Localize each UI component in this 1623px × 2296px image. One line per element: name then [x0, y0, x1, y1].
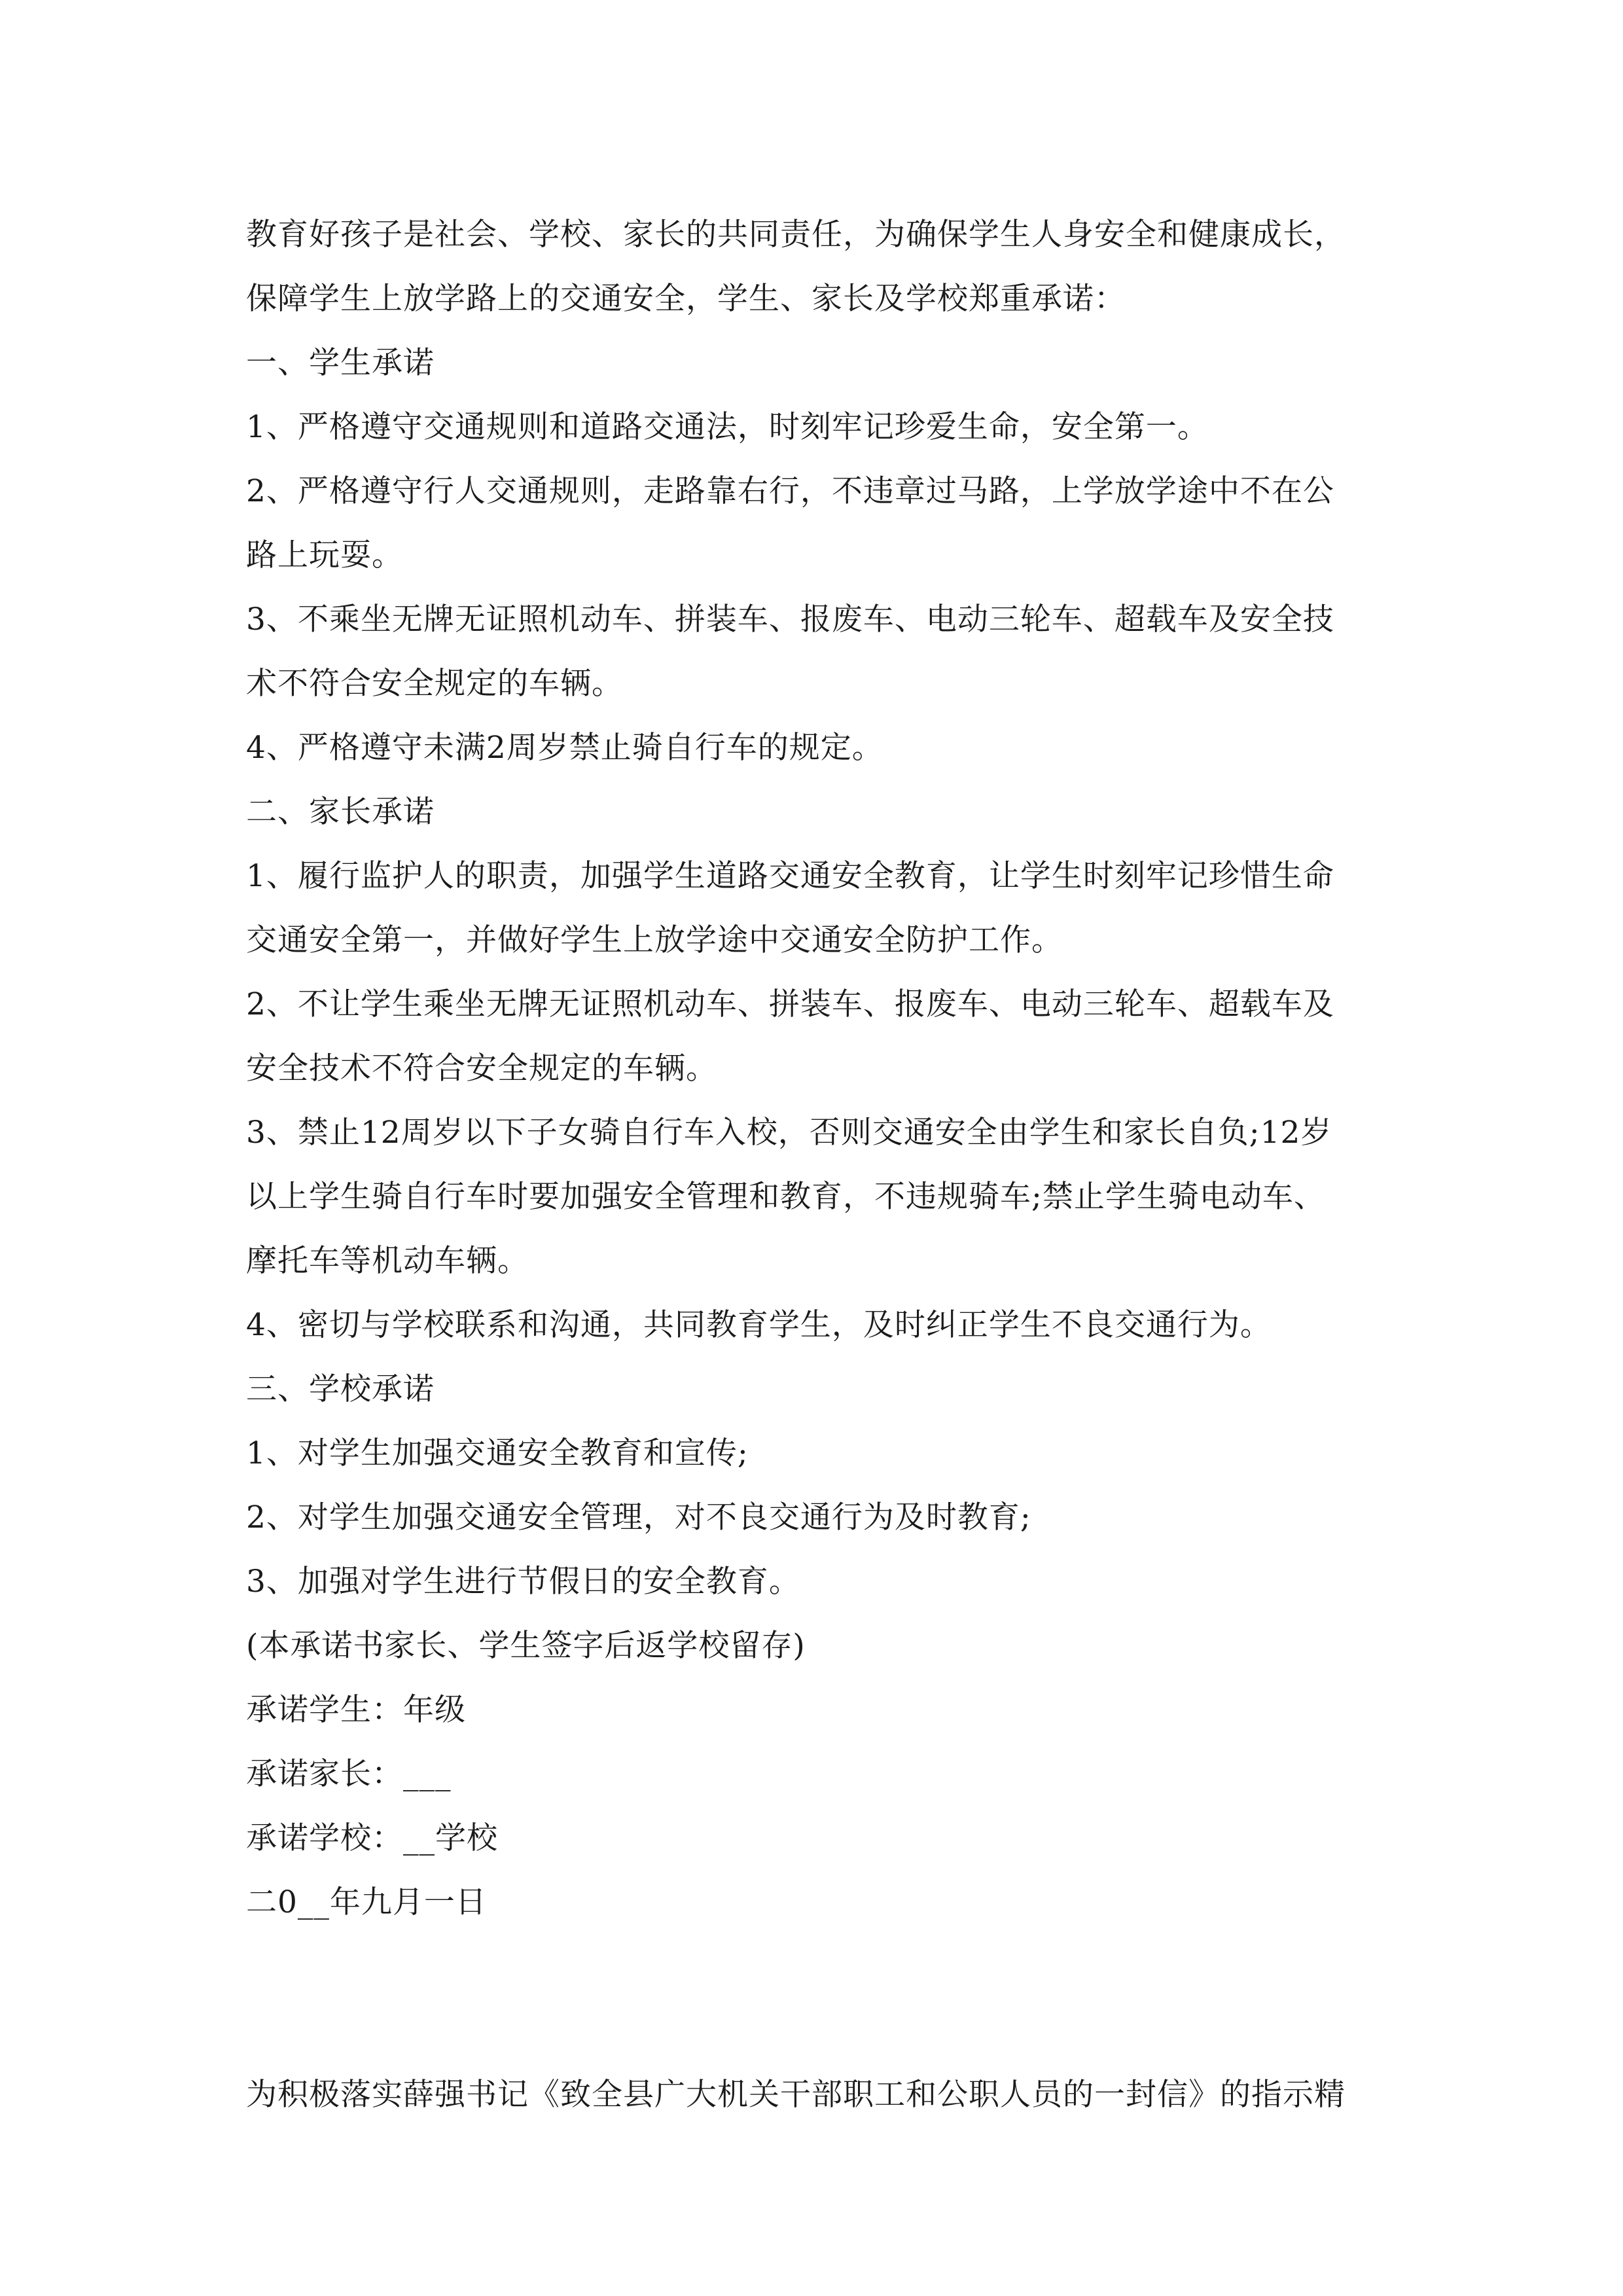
student-line-3: 路上玩耍。: [246, 537, 403, 573]
parent-line-4: 安全技术不符合安全规定的车辆。: [246, 1050, 717, 1086]
student-section-heading: 一、学生承诺: [246, 345, 435, 381]
parent-signature-line: 承诺家长：___: [246, 1756, 452, 1792]
parent-line-7: 摩托车等机动车辆。: [246, 1243, 529, 1279]
parent-section-heading: 二、家长承诺: [246, 794, 435, 830]
intro-line-2: 保障学生上放学路上的交通安全，学生、家长及学校郑重承诺：: [246, 281, 1126, 317]
student-line-1: 1、严格遵守交通规则和道路交通法，时刻牢记珍爱生命，安全第一。: [246, 409, 1209, 445]
parent-line-5: 3、禁止12周岁以下子女骑自行车入校，否则交通安全由学生和家长自负;12岁: [246, 1115, 1332, 1151]
date-line: 二0__年九月一日: [246, 1884, 487, 1920]
intro-line-1: 教育好孩子是社会、学校、家长的共同责任，为确保学生人身安全和健康成长，: [246, 217, 1346, 253]
parent-line-6: 以上学生骑自行车时要加强安全管理和教育，不违规骑车;禁止学生骑电动车、: [246, 1179, 1325, 1215]
next-article-start: 为积极落实薛强书记《致全县广大机关干部职工和公职人员的一封信》的指示精: [246, 2077, 1346, 2113]
document-page: [246, 203, 1385, 2127]
school-line-2: 2、对学生加强交通安全管理，对不良交通行为及时教育;: [246, 1499, 1031, 1535]
footer-note: (本承诺书家长、学生签字后返学校留存): [246, 1628, 806, 1664]
parent-line-1: 1、履行监护人的职责，加强学生道路交通安全教育，让学生时刻牢记珍惜生命: [246, 858, 1334, 894]
student-line-2: 2、严格遵守行人交通规则，走路靠右行，不违章过马路，上学放学途中不在公: [246, 473, 1334, 509]
section-gap: [246, 1935, 1385, 2063]
parent-line-2: 交通安全第一，并做好学生上放学途中交通安全防护工作。: [246, 922, 1063, 958]
student-line-5: 术不符合安全规定的车辆。: [246, 666, 623, 702]
parent-line-3: 2、不让学生乘坐无牌无证照机动车、拼装车、报废车、电动三轮车、超载车及: [246, 986, 1334, 1022]
student-line-6: 4、严格遵守未满2周岁禁止骑自行车的规定。: [246, 730, 883, 766]
school-line-1: 1、对学生加强交通安全教育和宣传;: [246, 1435, 749, 1471]
student-line-4: 3、不乘坐无牌无证照机动车、拼装车、报废车、电动三轮车、超载车及安全技: [246, 601, 1334, 637]
school-signature-line: 承诺学校：__学校: [246, 1820, 498, 1856]
school-section-heading: 三、学校承诺: [246, 1371, 435, 1407]
parent-line-8: 4、密切与学校联系和沟通，共同教育学生，及时纠正学生不良交通行为。: [246, 1307, 1272, 1343]
school-line-3: 3、加强对学生进行节假日的安全教育。: [246, 1564, 800, 1600]
student-signature-line: 承诺学生：年级: [246, 1692, 466, 1728]
